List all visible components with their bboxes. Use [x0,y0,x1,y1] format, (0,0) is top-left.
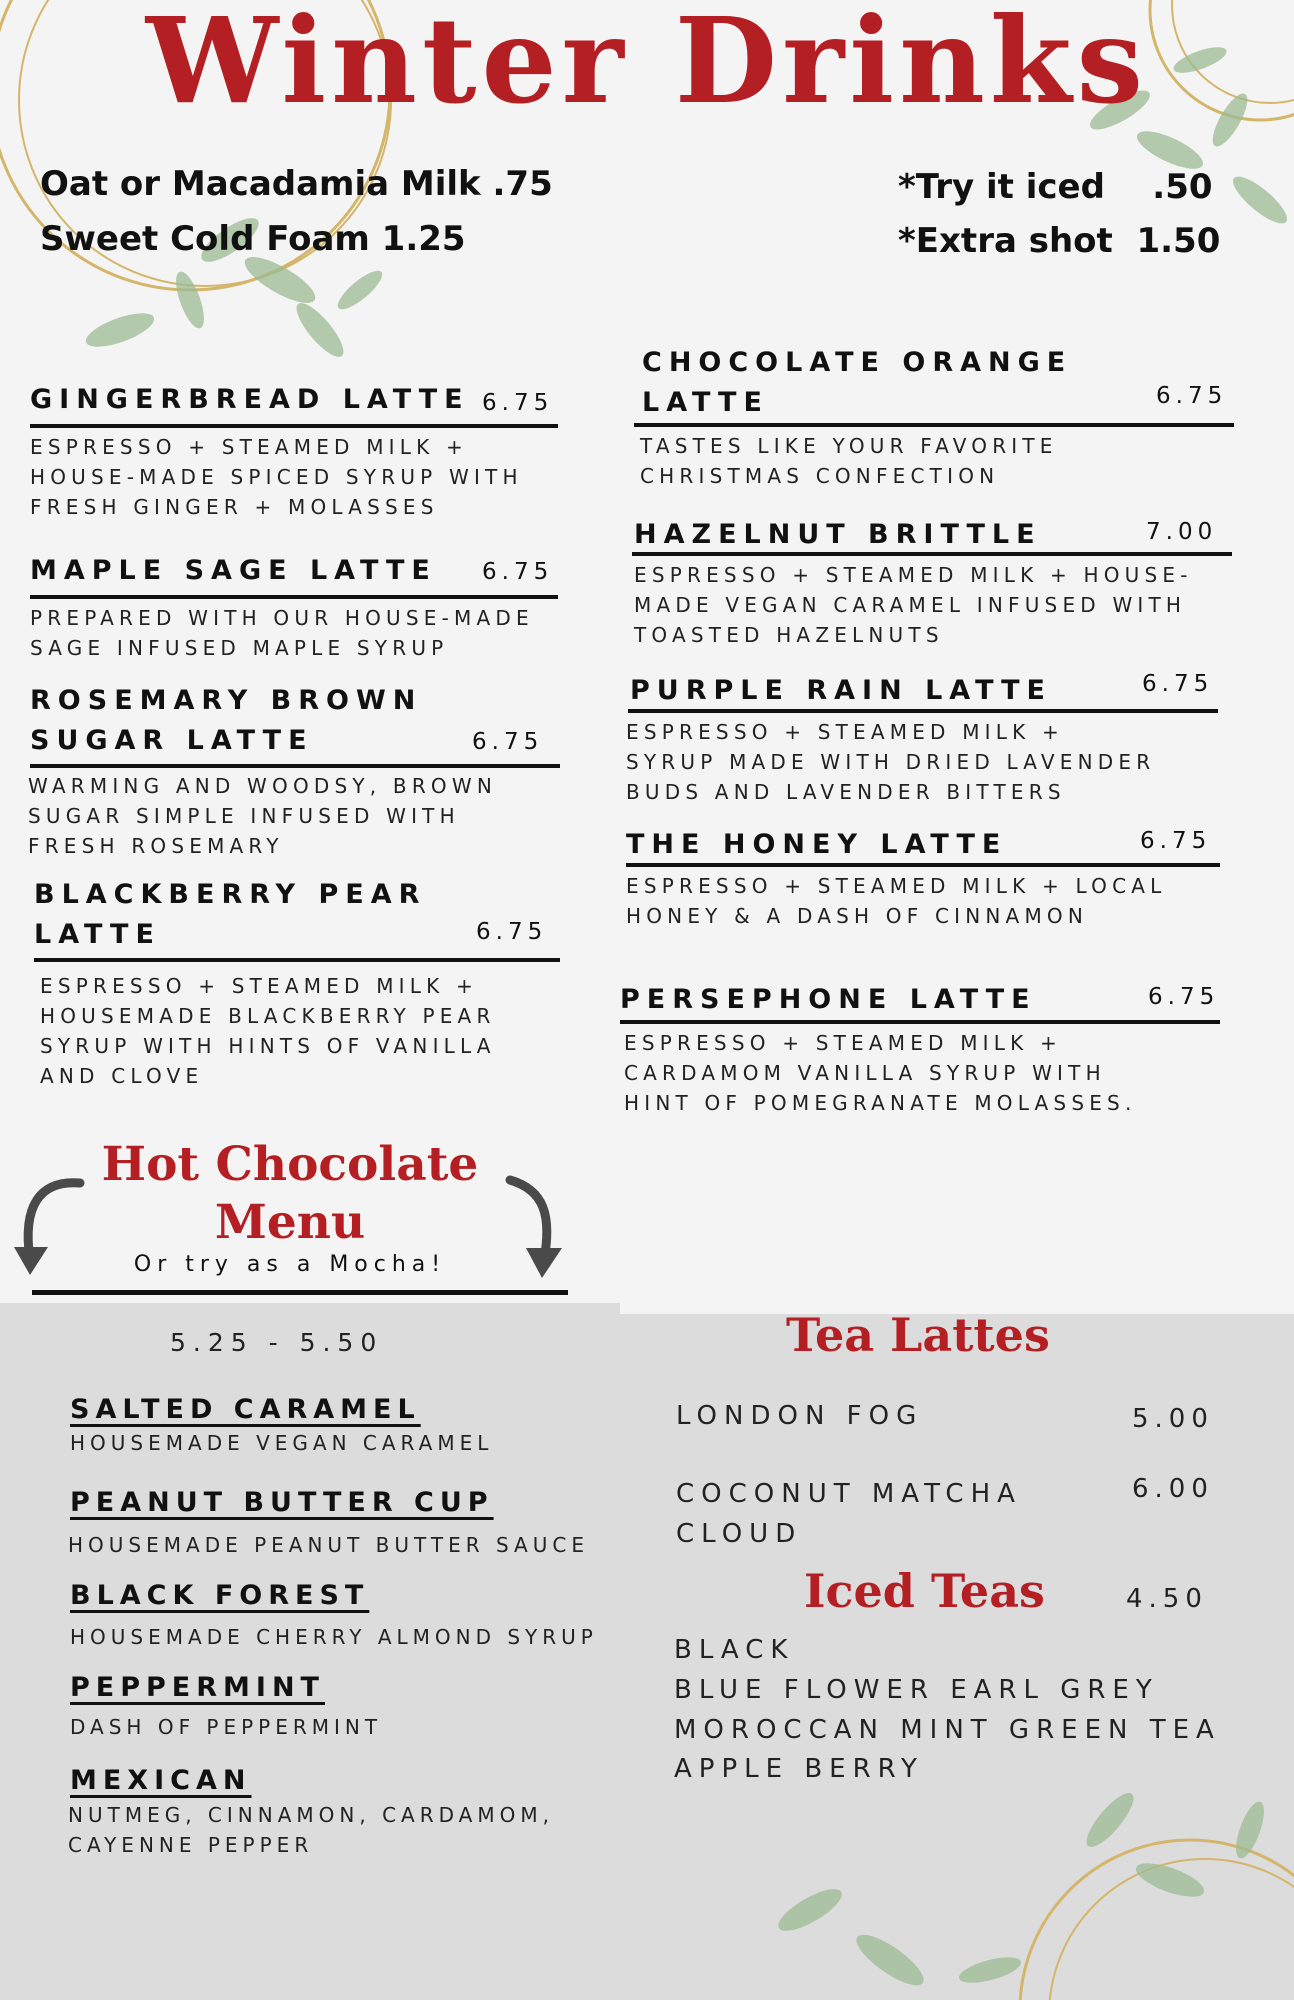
drink-price: 7.00 [1146,519,1218,545]
divider [30,595,558,599]
hot-chocolate-description: HOUSEMADE CHERRY ALMOND SYRUP [70,1625,598,1649]
iced-tea-item: APPLE BERRY [674,1754,924,1784]
extra-cold-foam: Sweet Cold Foam 1.25 [40,219,466,259]
drink-name: PERSEPHONE LATTE [620,984,1037,1015]
iced-teas-title: Iced Teas [804,1564,1045,1618]
tea-lattes-title: Tea Lattes [786,1308,1050,1362]
iced-tea-item: MOROCCAN MINT GREEN TEA [674,1715,1221,1745]
drink-name: MAPLE SAGE LATTE [30,555,437,586]
hot-chocolate-title-line2: Menu [214,1195,366,1250]
hot-chocolate-description: NUTMEG, CINNAMON, CARDAMOM, CAYENNE PEPPER [68,1803,554,1857]
drink-name: CHOCOLATE ORANGE LATTE [642,347,1073,418]
drink-price: 6.75 [482,559,554,585]
drink-description: TASTES LIKE YOUR FAVORITE CHRISTMAS CONFECTION [640,434,1058,488]
tea-latte-price: 6.00 [1132,1474,1214,1504]
divider [30,764,560,768]
drink-name: PURPLE RAIN LATTE [630,675,1052,706]
drink-price: 6.75 [482,390,554,416]
tea-latte-name: LONDON FOG [676,1401,924,1431]
drink-price: 6.75 [1148,984,1220,1010]
drink-price: 6.75 [1156,383,1228,409]
divider [620,1020,1220,1024]
drink-description: ESPRESSO + STEAMED MILK + LOCAL HONEY & A DASH OF CINNAMON [626,874,1167,928]
page-title: Winter Drinks [145,0,1149,130]
drink-description: PREPARED WITH OUR HOUSE-MADE SAGE INFUSED MAPLE SYRUP [30,606,534,660]
decor-bottom-right [690,1760,1294,2000]
drink-description: ESPRESSO + STEAMED MILK + HOUSE-MADE VEGAN CARAMEL INFUSED WITH TOASTED HAZELNUTS [634,563,1193,647]
hot-chocolate-description: HOUSEMADE VEGAN CARAMEL [70,1431,494,1455]
tea-latte-name: COCONUT MATCHA CLOUD [676,1479,1022,1549]
hot-chocolate-name: PEPPERMINT [70,1672,325,1703]
iced-tea-item: BLUE FLOWER EARL GREY [674,1675,1159,1705]
divider [632,552,1232,556]
extra-iced: *Try it iced .50 [898,167,1213,207]
drink-name: ROSEMARY BROWN SUGAR LATTE [30,685,423,756]
tea-latte-price: 5.00 [1132,1404,1214,1434]
hot-chocolate-subtitle: Or try as a Mocha! [133,1252,447,1277]
divider [634,423,1234,427]
hot-chocolate-name: BLACK FOREST [70,1580,370,1611]
divider [628,709,1218,713]
iced-teas-price: 4.50 [1126,1584,1208,1614]
hot-chocolate-divider [32,1290,568,1295]
hot-chocolate-name: PEANUT BUTTER CUP [70,1487,494,1518]
drink-description: ESPRESSO + STEAMED MILK + HOUSEMADE BLACKBERRY PEAR SYRUP WITH HINTS OF VANILLA AND CLOVE [40,974,496,1088]
drink-name: THE HONEY LATTE [626,829,1008,860]
drink-description: ESPRESSO + STEAMED MILK + CARDAMOM VANILLA SYRUP WITH HINT OF POMEGRANATE MOLASSES. [624,1031,1137,1115]
drink-price: 6.75 [1140,828,1212,854]
extra-shot: *Extra shot 1.50 [898,221,1221,261]
hot-chocolate-description: DASH OF PEPPERMINT [70,1715,383,1739]
drink-price: 6.75 [476,919,548,945]
divider [626,863,1220,867]
extra-milk: Oat or Macadamia Milk .75 [40,164,553,204]
drink-name: BLACKBERRY PEAR LATTE [34,879,427,950]
hot-chocolate-title-line1: Hot Chocolate [101,1137,479,1192]
drink-name: HAZELNUT BRITTLE [634,519,1042,550]
drink-description: WARMING AND WOODSY, BROWN SUGAR SIMPLE INFUSED WITH FRESH ROSEMARY [28,774,498,858]
drink-description: ESPRESSO + STEAMED MILK + SYRUP MADE WITH DRIED LAVENDER BUDS AND LAVENDER BITTERS [626,720,1156,804]
divider [30,424,558,428]
drink-price: 6.75 [1142,671,1214,697]
hot-chocolate-name: SALTED CARAMEL [70,1394,421,1425]
hot-chocolate-price: 5.25 - 5.50 [170,1328,384,1357]
drink-name: GINGERBREAD LATTE [30,384,470,415]
drink-price: 6.75 [472,729,544,755]
drink-description: ESPRESSO + STEAMED MILK + HOUSE-MADE SPICED SYRUP WITH FRESH GINGER + MOLASSES [30,435,523,519]
divider [34,958,560,962]
iced-tea-item: BLACK [674,1635,795,1665]
hot-chocolate-name: MEXICAN [70,1765,252,1796]
hot-chocolate-description: HOUSEMADE PEANUT BUTTER SAUCE [68,1533,589,1557]
